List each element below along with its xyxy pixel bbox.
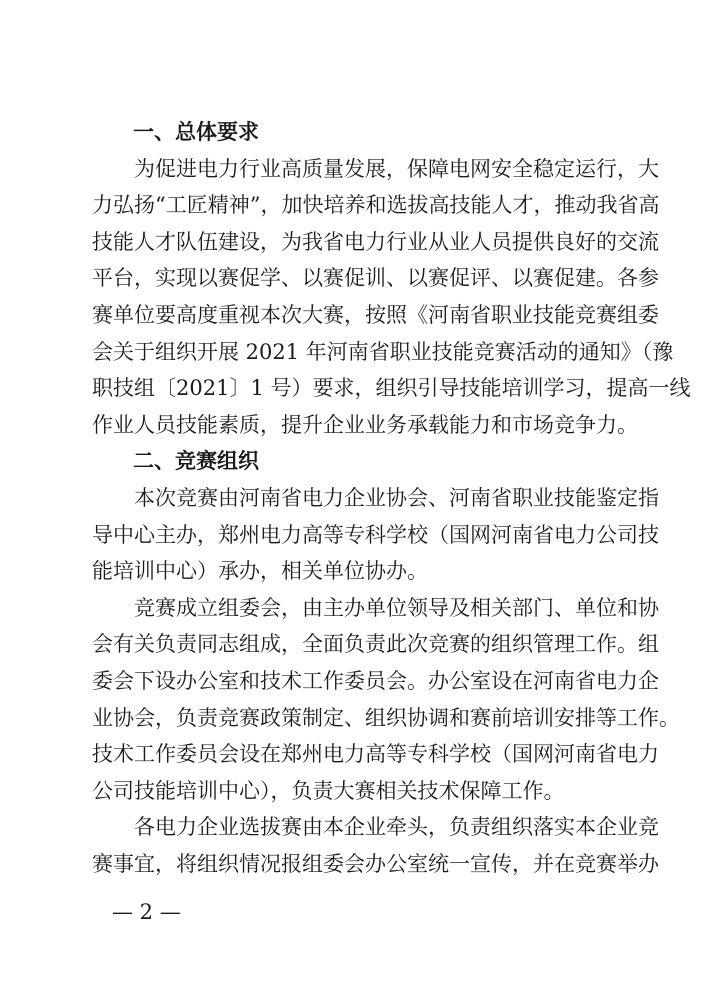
paragraph-line: 本次竞赛由河南省电力企业协会、河南省职业技能鉴定指 [134, 486, 659, 510]
paragraph-line: 业协会，负责竞赛政策制定、组织协调和赛前培训安排等工作。 [92, 705, 680, 730]
paragraph-line: 平台，实现以赛促学、以赛促训、以赛促评、以赛促建。各参 [92, 266, 659, 291]
paragraph-line: 各电力企业选拔赛由本企业牵头，负责组织落实本企业竞 [134, 815, 659, 840]
paragraph-line: 为促进电力行业高质量发展，保障电网安全稳定运行，大 [134, 156, 659, 181]
paragraph-line: 赛单位要高度重视本次大赛，按照《河南省职业技能竞赛组委 [92, 303, 659, 327]
page-number: — 2 — [112, 900, 181, 924]
paragraph-line: 会有关负责同志组成，全面负责此次竞赛的组织管理工作。组 [92, 632, 659, 657]
paragraph-line: 导中心主办，郑州电力高等专科学校（国网河南省电力公司技 [92, 522, 659, 547]
paragraph-line: 力弘扬“工匠精神”，加快培养和选拔高技能人才，推动我省高 [92, 193, 660, 218]
paragraph-line: 技术工作委员会设在郑州电力高等专科学校（国网河南省电力 [92, 742, 659, 767]
paragraph-line: 作业人员技能素质，提升企业业务承载能力和市场竞争力。 [92, 412, 638, 437]
paragraph-line: 技能人才队伍建设，为我省电力行业从业人员提供良好的交流 [92, 229, 659, 254]
paragraph-line: 赛事宜，将组织情况报组委会办公室统一宣传，并在竞赛举办 [92, 852, 659, 876]
section-heading: 二、竞赛组织 [133, 449, 259, 474]
section-heading: 一、总体要求 [133, 120, 259, 144]
paragraph-line: 竞赛成立组委会，由主办单位领导及相关部门、单位和协 [134, 595, 659, 620]
paragraph-line: 公司技能培训中心），负责大赛相关技术保障工作。 [92, 778, 565, 803]
paragraph-line: 会关于组织开展 2021 年河南省职业技能竞赛活动的通知》（豫 [92, 339, 674, 364]
paragraph-line: 能培训中心）承办，相关单位协办。 [92, 559, 428, 584]
paragraph-line: 职技组〔2021〕1 号）要求，组织引导技能培训学习，提高一线 [92, 376, 691, 401]
paragraph-line: 委会下设办公室和技术工作委员会。办公室设在河南省电力企 [92, 669, 659, 693]
